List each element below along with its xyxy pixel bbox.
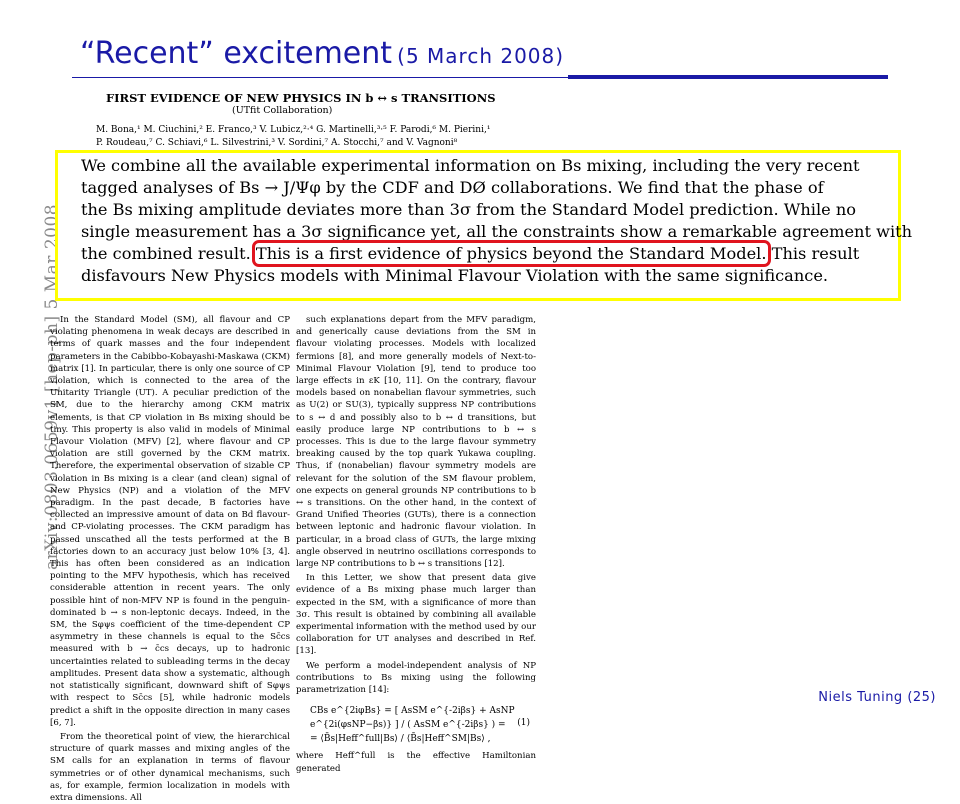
paper-left-column xyxy=(50,314,290,804)
equation-1 xyxy=(310,704,536,746)
equation-line: = ⟨B̄s|Heff^full|Bs⟩ / ⟨B̄s|Heff^SM|Bs⟩ , xyxy=(310,734,491,745)
paragraph: We perform a model-independent analysis of NP contributions to Bs mixing using the following parametrization [14]: xyxy=(296,660,536,696)
author-line: M. Bona,¹ M. Ciuchini,² E. Franco,³ V. Lubicz,²·⁴ G. Martinelli,³·⁵ F. Parodi,⁶ M. Pierini,¹ xyxy=(96,125,491,135)
abstract-line: the Bs mixing amplitude deviates more than 3σ from the Standard Model prediction. While no xyxy=(81,200,857,219)
abstract-key-sentence: This is a first evidence of physics beyond the Standard Model. xyxy=(255,244,767,263)
author-line: P. Roudeau,⁷ C. Schiavi,⁶ L. Silvestrini,³ V. Sordini,⁷ A. Stocchi,⁷ and V. Vagnoni⁸ xyxy=(96,138,458,148)
paragraph: From the theoretical point of view, the hierarchical structure of quark masses and mixing angles of the SM calls for an explanation in terms of flavour symmetries or of other dynamical mechanisms, such as, for example, fermion localization in models with extra dimensions. All xyxy=(50,731,290,803)
paper-title: FIRST EVIDENCE OF NEW PHYSICS IN b ↔ s TRANSITIONS xyxy=(106,91,496,105)
paper-right-column xyxy=(296,314,536,775)
paragraph: such explanations depart from the MFV paradigm, and generically cause deviations from the SM in flavour violating processes. Models with localized fermions [8], and more generally models of Next-to-Minimal Flavour Violation [9], tend to produce too large effects in εK [10, 11]. On the contrary, flavour models based on nonabelian flavour symmetries, such as U(2) or SU(3), typically suppress NP contributions to s ↔ d and possibly also to b ↔ d transitions, but easily produce large NP contributions to b ↔ s processes. This is due to the large flavour symmetry breaking caused by the top quark Yukawa coupling. Thus, if (nonabelian) flavour symmetry models are relevant for the solution of the SM flavour problem, one expects on general grounds NP contributions to b ↔ s transitions. On the other hand, in the context of Grand Unified Theories (GUTs), there is a connection between leptonic and hadronic flavour violation. In particular, in a broad class of GUTs, the large mixing angle observed in neutrino oscillations corresponds to large NP contributions to b ↔ s transitions [12]. xyxy=(296,315,536,570)
title-underline-thin xyxy=(72,77,568,78)
slide-footer: Niels Tuning (25) xyxy=(818,690,936,705)
paragraph: In the Standard Model (SM), all flavour and CP violating phenomena in weak decays are described in terms of quark masses and the four independent parameters in the Cabibbo-Kobayashi-Maskawa (CKM) matrix [1]. In particular, there is only one source of CP violation, which is connected to the area of the Unitarity Triangle (UT). A peculiar prediction of the SM, due to the hierarchy among CKM matrix elements, is that CP violation in Bs mixing should be tiny. This property is also valid in models of Minimal Flavour Violation (MFV) [2], where flavour and CP violation are still governed by the CKM matrix. Therefore, the experimental observation of sizable CP violation in Bs mixing is a clear (and clean) signal of New Physics (NP) and a violation of the MFV paradigm. In the past decade, B factories have collected an impressive amount of data on Bd flavour- and CP-violating processes. The CKM paradigm has passed unscathed all the tests performed at the B factories down to an accuracy just below 10% [3, 4]. This has often been considered as an indication pointing to the MFV hypothesis, which has received considerable attention in recent years. The only possible hint of non-MFV NP is found in the penguin-dominated b → s non-leptonic decays. Indeed, in the SM, the Sφψs coefficient of the time-dependent CP asymmetry in these channels is equal to the Sc̄cs measured with b → c̄cs decays, up to hadronic uncertainties related to subleading terms in the decay amplitudes. Present data show a systematic, although not statistically significant, downward shift of Sφψs with respect to Sc̄cs [5], while hadronic models predict a shift in the opposite direction in many cases [6, 7]. xyxy=(50,315,290,728)
slide-title-main: “Recent” excitement xyxy=(80,36,393,71)
equation-line: CBs e^{2iφBs} = [ AsSM e^{-2iβs} + AsNP e^{2i(φsNP−βs)} ] / ( AsSM e^{-2iβs} ) = xyxy=(310,706,515,731)
abstract-line: We combine all the available experimental information on Bs mixing, including the very recent xyxy=(81,156,860,175)
abstract-line xyxy=(81,243,881,265)
title-underline-thick xyxy=(568,75,888,79)
paper-authors xyxy=(96,124,516,150)
abstract-line5-post: This result xyxy=(771,244,860,263)
arxiv-stamp: arXiv:0803.0659v1 [hep-ph] 5 Mar 2008 xyxy=(42,203,62,570)
slide-title xyxy=(80,36,564,71)
paper-abstract xyxy=(81,155,913,287)
abstract-line5-pre: the combined result. xyxy=(81,244,251,263)
paragraph: In this Letter, we show that present data give evidence of a Bs mixing phase much larger than expected in the SM, with a significance of more than 3σ. This result is obtained by combining all available experimental information with the method used by our collaboration for UT analyses and described in Ref. [13]. xyxy=(296,573,536,657)
abstract-line: disfavours New Physics models with Minimal Flavour Violation with the same significance. xyxy=(81,266,829,285)
paper-collaboration: (UTfit Collaboration) xyxy=(232,105,333,116)
abstract-line: single measurement has a 3σ significance yet, all the constraints show a remarkable agreement with xyxy=(81,222,913,241)
abstract-line: tagged analyses of Bs → J/Ψφ by the CDF and DØ collaborations. We find that the phase of xyxy=(81,178,824,197)
slide-title-date: (5 March 2008) xyxy=(397,44,565,68)
equation-number: (1) xyxy=(517,718,530,729)
paragraph: where Heff^full is the effective Hamiltonian generated xyxy=(296,751,536,774)
